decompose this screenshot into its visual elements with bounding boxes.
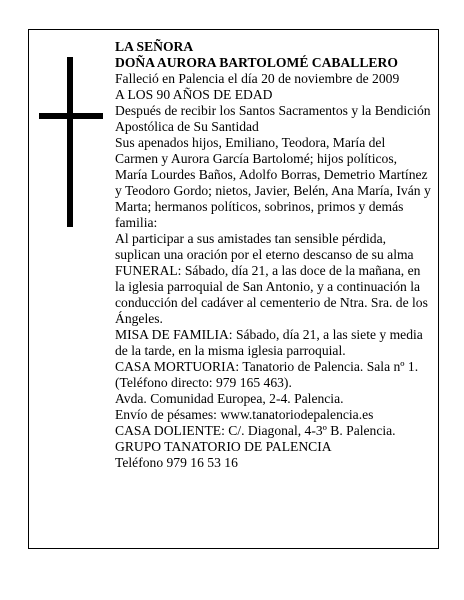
funeral-paragraph: FUNERAL: Sábado, día 21, a las doce de la mañana, en la iglesia parroquial de San Antonio, y a continuación la conducción del cadáver al cementerio de Ntra. Sra. de los Ángeles.: [115, 263, 428, 326]
latin-cross-icon: [39, 57, 103, 227]
obituary-text: [115, 39, 431, 471]
death-line: Falleció en Palencia el día 20 de noviembre de 2009: [115, 71, 400, 86]
address-line: Avda. Comunidad Europea, 2-4. Palencia.: [115, 391, 344, 406]
group-line: GRUPO TANATORIO DE PALENCIA: [115, 439, 332, 454]
sacraments-paragraph: Después de recibir los Santos Sacramentos y la Bendición Apostólica de Su Santidad: [115, 103, 431, 134]
request-paragraph: Al participar a sus amistades tan sensible pérdida, suplican una oración por el eterno descanso de su alma: [115, 231, 414, 262]
cross-horizontal-bar: [39, 113, 103, 119]
heading-title: LA SEÑORA: [115, 39, 194, 54]
mortuary-paragraph: CASA MORTUORIA: Tanatorio de Palencia. Sala nº 1. (Teléfono directo: 979 165 463).: [115, 359, 419, 390]
phone-line: Teléfono 979 16 53 16: [115, 455, 238, 470]
cross-vertical-bar: [67, 57, 73, 227]
family-mass-paragraph: MISA DE FAMILIA: Sábado, día 21, a las siete y media de la tarde, en la misma iglesia parroquial.: [115, 327, 423, 358]
condolences-line: Envío de pésames: www.tanatoriodepalencia.es: [115, 407, 374, 422]
obituary-notice: [28, 29, 439, 549]
age-line: A LOS 90 AÑOS DE EDAD: [115, 87, 273, 102]
family-paragraph: Sus apenados hijos, Emiliano, Teodora, María del Carmen y Aurora García Bartolomé; hijos políticos, María Lourdes Baños, Adolfo Borras, Demetrio Martínez y Teodoro Gordo; nietos, Javier, Belén, Ana María, Iván y Marta; hermanos políticos, sobrinos, primos y demás familia:: [115, 135, 431, 230]
deceased-name: DOÑA AURORA BARTOLOMÉ CABALLERO: [115, 55, 398, 70]
mourning-house-line: CASA DOLIENTE: C/. Diagonal, 4-3º B. Palencia.: [115, 423, 396, 438]
